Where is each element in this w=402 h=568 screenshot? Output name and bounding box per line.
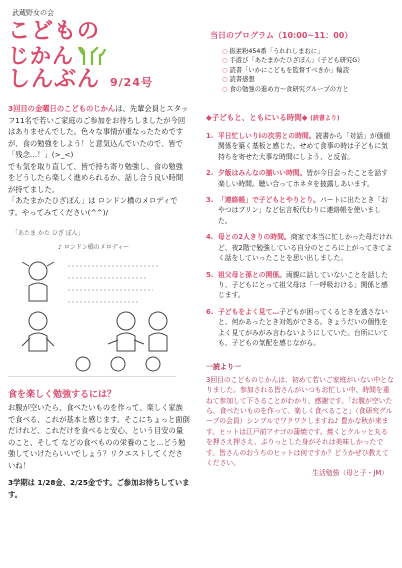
title-line-2: じかん [8,44,190,68]
afterword-heading: 一読より一 [206,363,241,372]
lead-paragraph: 3回目の金曜日のこどものじかんは、先輩会員とスタッフ11名で若いご家庭のご参加をお待ちしましたが今回はありませんでした。色々な事情が重なったためですが、食の勉強をしよう！と意気込んでいたので、皆で「残念…！」(>_<) でも気を取り直して、皆で持ち寄り勉強し、食の勉強をどうしたら楽しく進められるか、話し合う良い時間が持てました。 「あたまかたひざぽん」は ロンドン橋のメロディです。やってみてください(^^)/ [8,104,189,217]
program-item: ○ 読書「いかにこどもを監督すべきか」輪読 [222,66,394,75]
afterword-box [206,362,394,478]
program-list [222,47,394,94]
illustration-title: 「あたま かた ひざ ぽん」 [12,230,84,237]
afterword-signature: 生活勉強（母と子・JM） [312,469,388,478]
list-item: 5. 祖父母と孫との関係。両親に話していないことを話したり、子どもにとって祖父母は「一呼吸おける」関係と感じます。 [206,270,388,300]
list-item: 6. 子どもをよく見て…子どもが困ってくるときを逃さないと、何かあったとき対処ができる。きょうだいの個性をよく見てがみがみ言わないようにしていた。台所にいても、子どもの気配を感じながら。 [206,307,388,347]
hand-game-illustration [8,226,176,377]
issue-date: 9/24号 [110,76,153,89]
figures-drawing [8,226,176,376]
org-name: 武蔵野女の会 [12,9,54,17]
illustration-melody: ♪ ロンドン橋のメロディー [58,244,130,251]
afterword-text: 3回目のこどものじかんは、初めて若いご家庭がいない中となりました。参加される皆さんがいつもお忙しい中、時間を重ねて参加して下さることがわかり、感謝です。「お腹が空いたら、食べたいものを作って、楽しく食べること」（食研究グループの会員）シンプルでワクワクしますね♪ 豊かな秋が来ます。ヒットは江戸前アナゴの蒲焼です。焼くとクルッと丸るを押さえ押さえ、ぷりっとした身がそれは美味しかったです。皆さんのおうちのヒットは何ですか？どうかぜひ教えてください。 [206,375,394,467]
topic-list [206,131,394,348]
title-line-3: しんぶん 9/24号 [8,67,153,92]
food-section-text: お腹が空いたら、食べたいものを作って、楽しく家族で食べる、これが基本と感じます。そこにちょっと面倒だけれど、これだけを食べると安心、という目安の量のこと、そして などの食べものの栄養のこと…どう勉強していけたらいいでしょう？リクエストしてくださいね！ [8,403,190,470]
list-item: 4. 母との2人きりの時間。商家で本当に忙しかった母だけれど、夜2階で勉強している自分のところに上がってきてよく話をしていったことを思い出しました。 [206,233,393,263]
next-dates: 3学期は 1/28金、2/25金です。ご参加お待ちしています。 [8,478,190,499]
sprout-icon [78,47,106,65]
program-item: ○ 振素粉454番「うれれしまおに」 [222,47,394,56]
lead-highlight: 3回目の金曜日のこどものじかん [8,104,116,113]
program-item: ○ 読書感想 [222,75,394,84]
program-item: ○ 食の勉強の進め方～食研究グループの方と [222,85,394,94]
list-item: 3. 「連絡帳」で子どもとやりとり。パートに出たとき「おやつはプリン」など伝言板代わりに連絡帳を使いました。 [206,196,388,225]
list-item: 2. 夕飯はみんなの揃いい時間。皆が今日会ったことを話す楽しい時間。聴い合ってホネタを披露しあいます。 [206,169,388,188]
food-section-heading: 食を楽しく勉強するには？ [8,390,117,400]
title-line-1: こどもの [8,19,101,44]
program-item: ○ 手遊び「あたまかたひざぽん」（子ども研究G） [222,56,394,65]
left-column [8,8,190,500]
list-item: 1. 平日忙しいりiの次男との時間。読書から「対話」が価値関係を築く基板と感じた。せめて食事の時は子どもに気持ちを寄せた大事な時間にしよう、と反省。 [206,132,391,161]
right-column [206,30,394,479]
topic-heading: ◆子どもと、ともにいる時間◆ (読書より) [206,113,340,123]
program-title: 当日のプログラム（10:00~11：00） [210,31,353,40]
